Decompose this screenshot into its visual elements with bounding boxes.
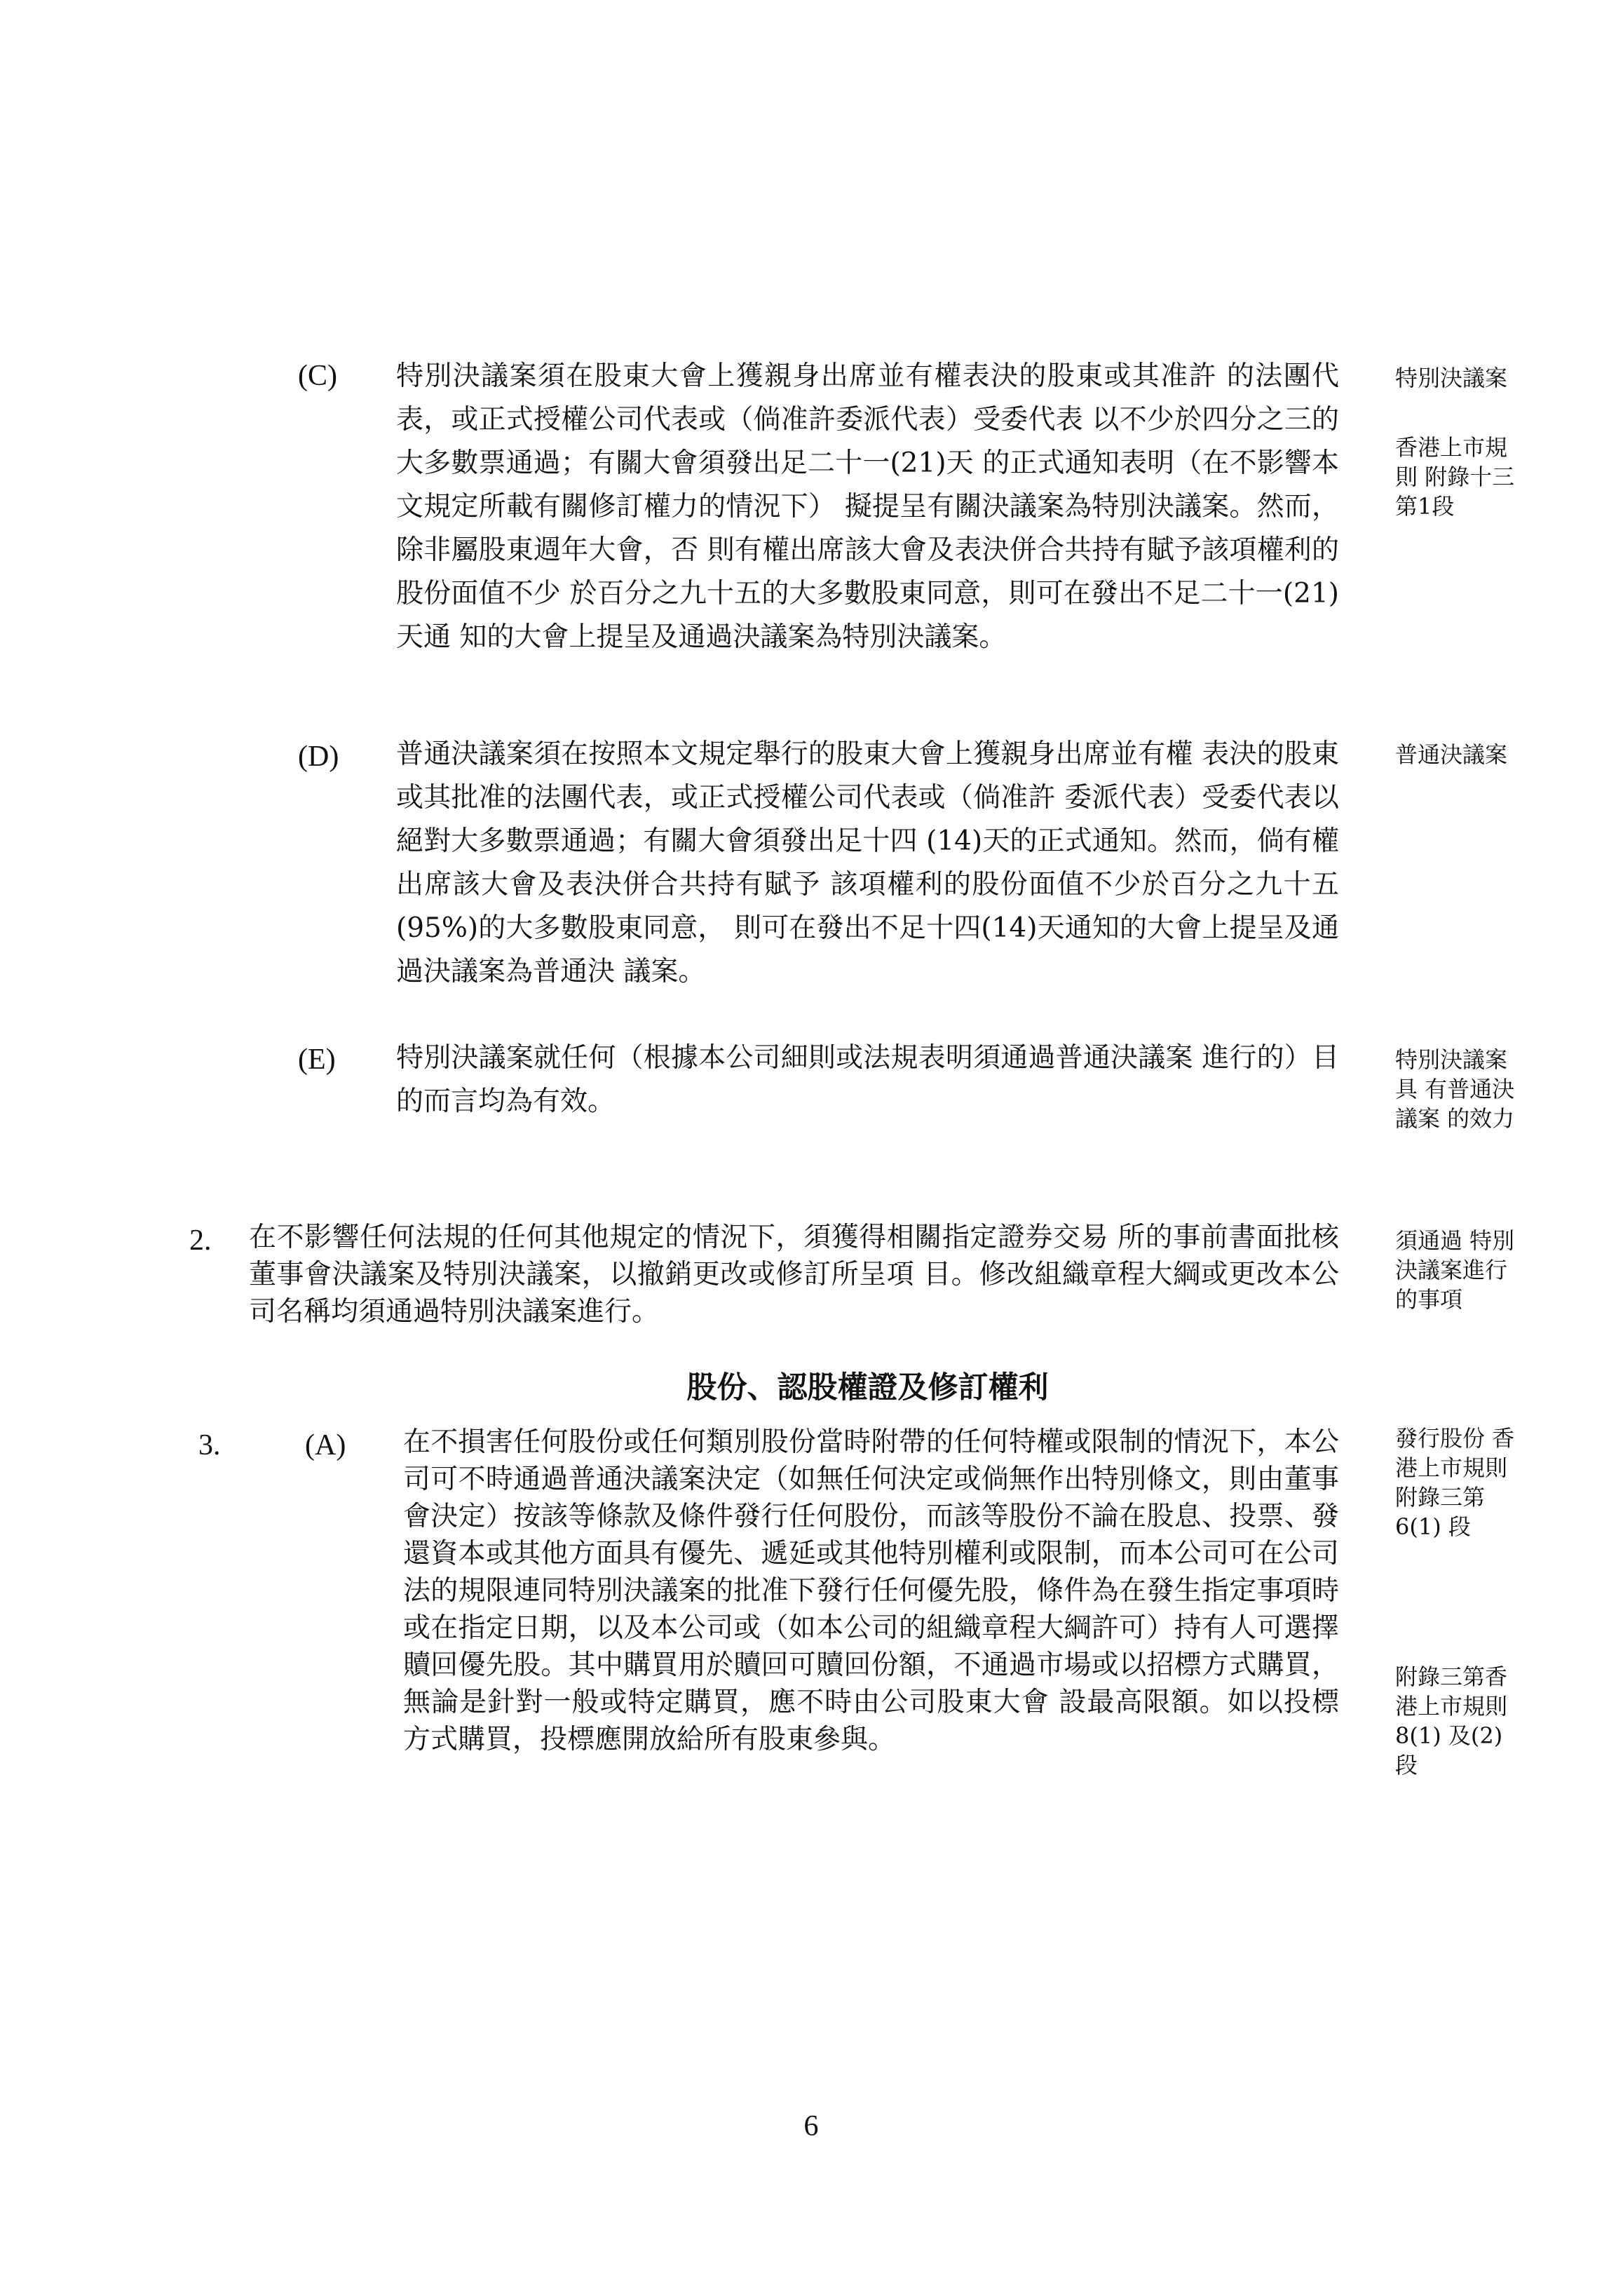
item-3-label: 3. [198, 1429, 221, 1461]
section-e-note: 特別決議案具 有普通決議案 的效力 [1395, 1046, 1515, 1132]
item-2-note: 須通過 特別決議案進行的事項 [1395, 1227, 1515, 1313]
section-e-label: (E) [298, 1044, 336, 1076]
section-c-text: 特別決議案須在股東大會上獲親身出席並有權表決的股東或其准許 的法團代表，或正式授權公司代表或（倘准許委派代表）受委代表 以不少於四分之三的大多數票通過；有關大會須發出足二十一(21)天 的正式通知表明（在不影響本文規定所載有關修訂權力的情況下） 擬提呈有關決議案為特別決議案。然而，除非屬股東週年大會，否 則有權出席該大會及表決併合共持有賦予該項權利的股份面值不少 於百分之九十五的大多數股東同意，則可在發出不足二十一(21)天通 知的大會上提呈及通過決議案為特別決議案。 [396, 360, 1339, 653]
item-3-a-text: 在不損害任何股份或任何類別股份當時附帶的任何特權或限制的情況下，本公司可不時通過普通決議案決定（如無任何決定或倘無作出特別條文，則由董事會決定）按該等條款及條件發行任何股份，而該等股份不論在股息、投票、發還資本或其他方面具有優先、遞延或其他特別權利或限制，而本公司可在公司法的規限連同特別決議案的批准下發行任何優先股，條件為在發生指定事項時或在指定日期，以及本公司或（如本公司的組織章程大綱許可）持有人可選擇贖回優先股。其中購買用於贖回可贖回份額，不通過市場或以招標方式購買，無論是針對一般或特定購買，應不時由公司股東大會 設最高限額。如以投標方式購買，投標應開放給所有股東參與。 [403, 1426, 1339, 1755]
section-d-note-ordinary-resolution: 普通決議案 [1395, 741, 1508, 768]
section-d-text: 普通決議案須在按照本文規定舉行的股東大會上獲親身出席並有權 表決的股東或其批准的法團代表，或正式授權公司代表或（倘准許 委派代表）受委代表以絕對大多數票通過；有關大會須發出足十四 (14)天的正式通知。然而，倘有權出席該大會及表決併合共持有賦予 該項權利的股份面值不少於百分之九十五(95%)的大多數股東同意， 則可在發出不足十四(14)天通知的大會上提呈及通過決議案為普通決 議案。 [396, 738, 1339, 987]
item-3-a-label: (A) [305, 1429, 346, 1461]
section-d-label: (D) [298, 741, 339, 773]
item-3-a-note-appendix: 附錄三第香港上市規則8(1) 及(2) 段 [1395, 1663, 1508, 1778]
section-c-label: (C) [298, 360, 337, 392]
page-number: 6 [803, 2110, 819, 2142]
section-c-note-special-resolution: 特別決議案 [1395, 365, 1508, 391]
item-2-text: 在不影響任何法規的任何其他規定的情況下，須獲得相關指定證券交易 所的事前書面批核董事會決議案及特別決議案，以撤銷更改或修訂所呈項 目。修改組織章程大綱或更改本公司名稱均須通過特別決議案進行。 [249, 1222, 1339, 1328]
item-3-a-note-issue-shares: 發行股份 香港上市規則 附錄三第6(1) 段 [1395, 1425, 1515, 1540]
section-c-note-listing-rule: 香港上市規則 附錄十三第1段 [1395, 434, 1515, 520]
section-heading-shares-warrants-rights: 股份、認股權證及修訂權利 [686, 1370, 1049, 1405]
section-e-text: 特別決議案就任何（根據本公司細則或法規表明須通過普通決議案 進行的）目的而言均為有效。 [396, 1042, 1339, 1117]
item-2-label: 2. [189, 1224, 212, 1257]
